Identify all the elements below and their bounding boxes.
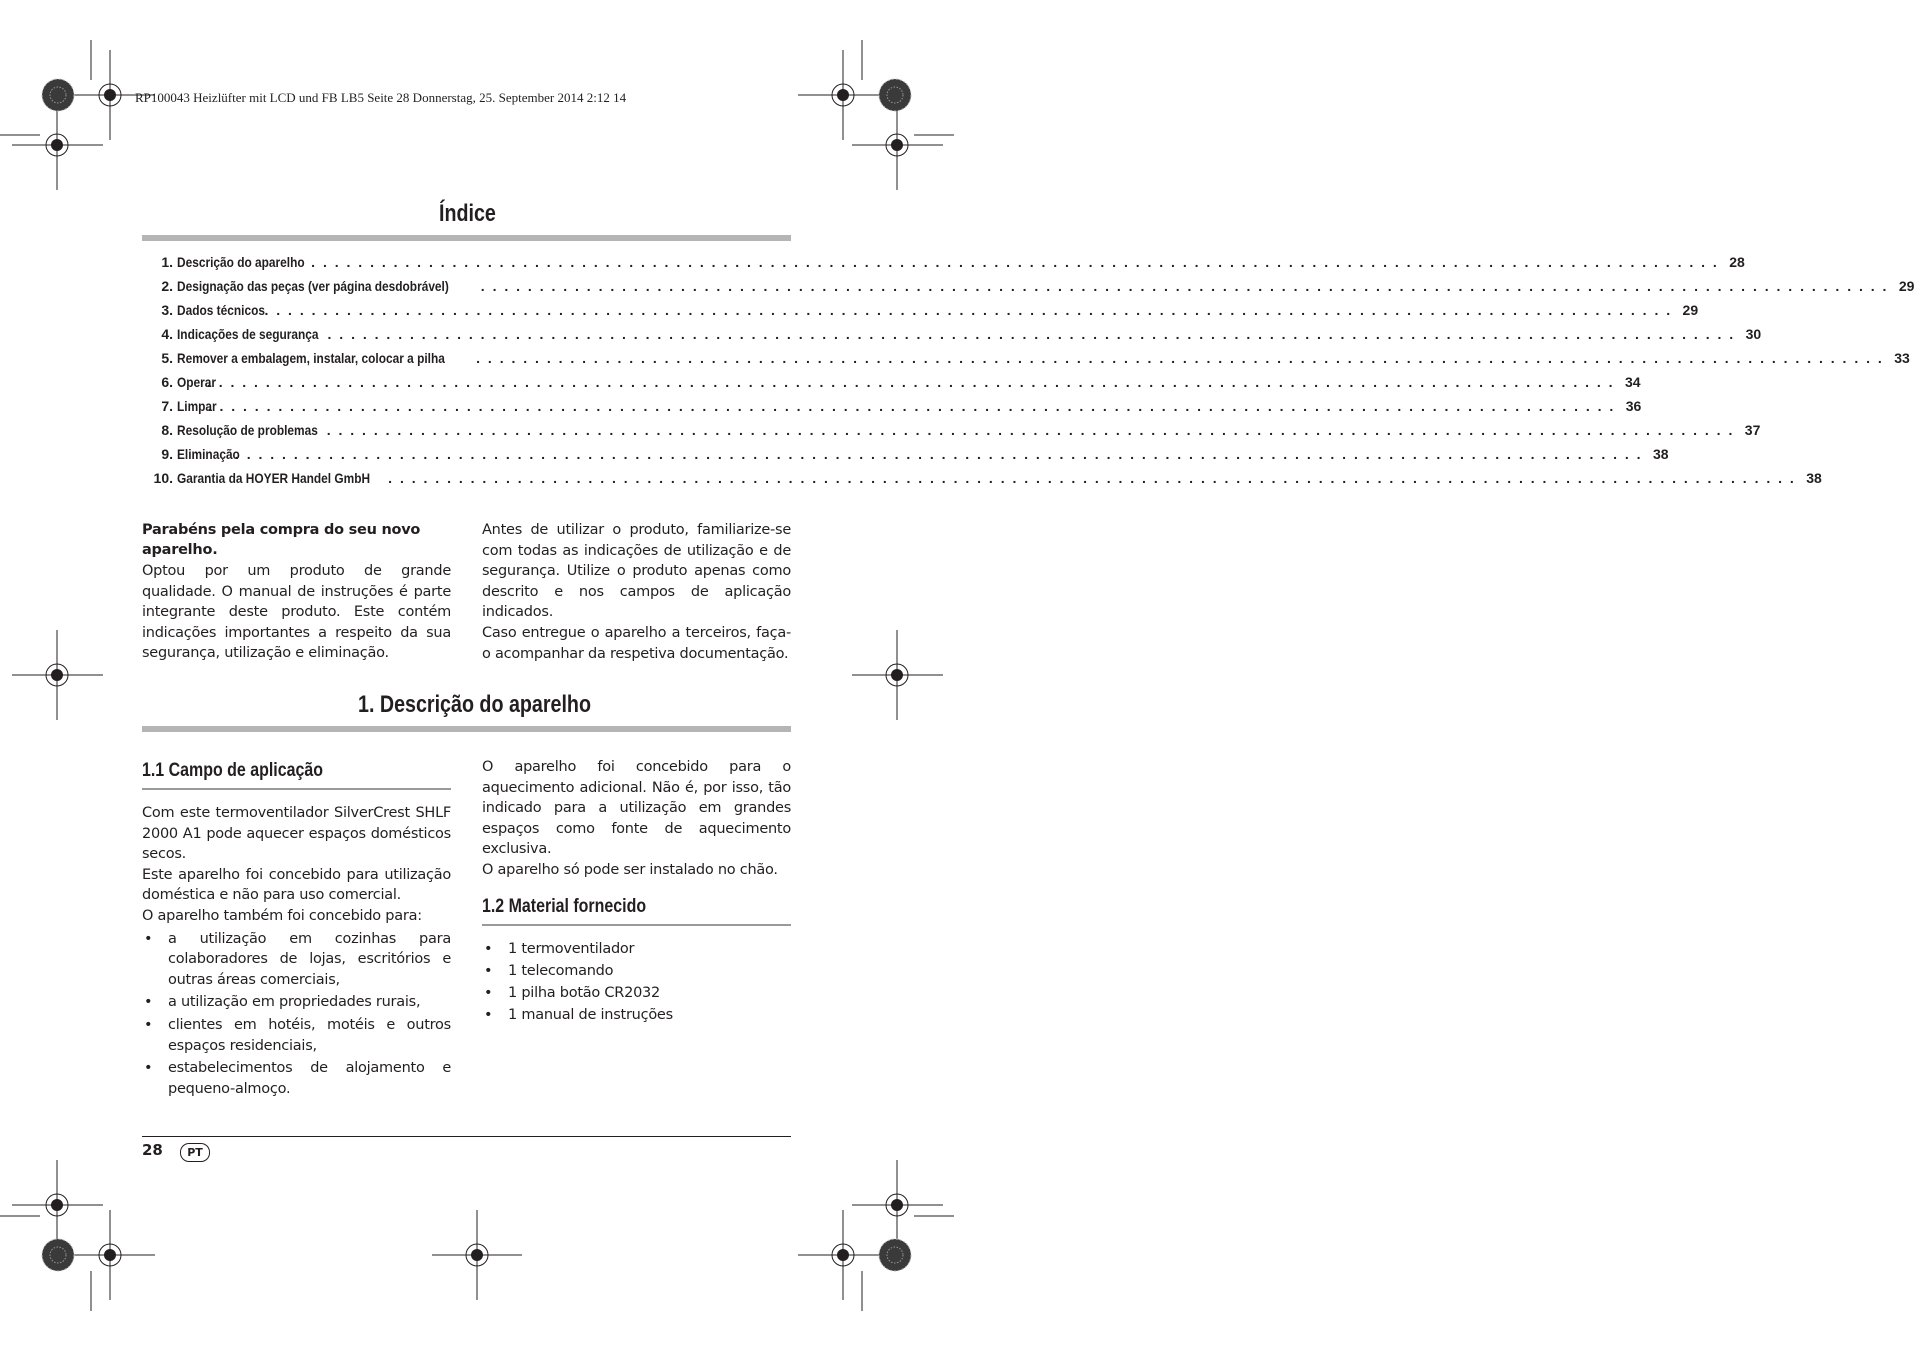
toc-leader-dots: . . . . . . . . . . . . . . . . . . . . . . . . . . . . . . . . . . . . . . . . . . . . . . . . . . . . . . . . . . . . . . . . . . . . . . . . . . . . . . . . . . . . . . . . . . . . . . . . . . . . . . . . . . . . . . . . . . . . . . . . [234,446,1643,462]
sub1-text-3: O aparelho também foi concebido para: [142,907,422,924]
list-item: • 1 pilha botão CR2032 [482,983,791,1004]
toc-leader-dots: . . . . . . . . . . . . . . . . . . . . . . . . . . . . . . . . . . . . . . . . . . . . . . . . . . . . . . . . . . . . . . . . . . . . . . . . . . . . . . . . . . . . . . . . . . . . . . . . . . . . . . . . . . . . . . . . . . . . . . . . [311,254,1719,270]
sub1-heading: 1.1 Campo de aplicação [142,760,323,781]
sub1-right-column [482,757,791,881]
sub2-bullet-list [482,939,791,1026]
intro-left-text: Optou por um produto de grande qualidade. O manual de instruções é parte integrante deste produto. Este contém indicações importantes a respeito da sua segurança, utilização e eliminação. [142,563,451,662]
toc-number: 8. [161,422,173,438]
toc-row [142,254,1745,278]
toc-row [142,350,1910,374]
list-item: • a utilização em cozinhas para colaboradores de lojas, escritórios e outras áreas comerciais, [142,929,451,991]
section1-title: 1. Descrição do aparelho [358,691,591,718]
sub2-heading-rule [482,924,791,926]
toc-label: Designação das peças (ver página desdobrável) [177,278,449,294]
toc-number: 4. [161,326,173,342]
toc-number: 1. [161,254,173,270]
page-number: 28 [142,1141,163,1159]
toc-page-number: 29 [1682,302,1699,318]
language-badge: PT [180,1143,210,1162]
sub2-column [482,939,791,1026]
print-header: RP100043 Heizlüfter mit LCD und FB LB5 Seite 28 Donnerstag, 25. September 2014 2:12 14 [135,90,627,105]
toc-label: Descrição do aparelho [177,254,305,270]
toc-row [142,446,1669,470]
index-title-rule [142,235,791,241]
list-item: • a utilização em propriedades rurais, [142,992,451,1013]
toc-leader-dots: . . . . . . . . . . . . . . . . . . . . . . . . . . . . . . . . . . . . . . . . . . . . . . . . . . . . . . . . . . . . . . . . . . . . . . . . . . . . . . . . . . . . . . . . . . . . . . . . . . . . . . . . . . . . . . . . . . . . . . . . [206,374,1615,390]
intro-left-column [142,520,451,664]
toc-leader-dots: . . . . . . . . . . . . . . . . . . . . . . . . . . . . . . . . . . . . . . . . . . . . . . . . . . . . . . . . . . . . . . . . . . . . . . . . . . . . . . . . . . . . . . . . . . . . . . . . . . . . . . . . . . . . . . . . . . . . . . . . [327,326,1736,342]
list-item: • 1 telecomando [482,961,791,982]
toc-page-number: 38 [1652,446,1669,462]
toc-page-number: 36 [1625,398,1642,414]
toc-page-number: 33 [1894,350,1910,366]
toc-number: 3. [161,302,173,318]
list-item: • estabelecimentos de alojamento e pequeno-almoço. [142,1058,451,1099]
toc-leader-dots: . . . . . . . . . . . . . . . . . . . . . . . . . . . . . . . . . . . . . . . . . . . . . . . . . . . . . . . . . . . . . . . . . . . . . . . . . . . . . . . . . . . . . . . . . . . . . . . . . . . . . . . . . . . . . . . . . . . . . . . . [388,470,1796,486]
toc-label: Operar [177,374,217,390]
sub1-text-2: Este aparelho foi concebido para utilização doméstica e não para uso comercial. [142,866,451,904]
toc-row [142,470,1822,494]
intro-right-text-1: Antes de utilizar o produto, familiarize-se com todas as indicações de utilização e de segurança. Utilize o produto apenas como descrito e nos campos de aplicação indicados. [482,522,791,621]
toc-page-number: 34 [1624,374,1641,390]
sub2-heading: 1.2 Material fornecido [482,896,647,917]
footer-rule [142,1136,791,1137]
toc-page-number: 29 [1898,278,1914,294]
intro-right-text-2: Caso entregue o aparelho a terceiros, faça-o acompanhar da respetiva documentação. [482,624,791,662]
toc-label: Limpar [177,398,217,414]
toc-number: 9. [161,446,173,462]
toc-number: 2. [161,278,173,294]
toc-page-number: 28 [1729,254,1745,270]
toc-row [142,326,1762,350]
intro-heading: Parabéns pela compra do seu novo aparelho. [142,522,421,558]
sub1-right-text-1: O aparelho foi concebido para o aquecimento adicional. Não é, por isso, tão indicado para a utilização em grandes espaços como fonte de aquecimento exclusiva. [482,759,791,858]
toc-label: Indicações de segurança [177,326,319,342]
list-item: • clientes em hotéis, motéis e outros espaços residenciais, [142,1015,451,1056]
toc-page-number: 38 [1806,470,1822,486]
toc-leader-dots: . . . . . . . . . . . . . . . . . . . . . . . . . . . . . . . . . . . . . . . . . . . . . . . . . . . . . . . . . . . . . . . . . . . . . . . . . . . . . . . . . . . . . . . . . . . . . . . . . . . . . . . . . . . . . . . . . . . . . . . . [480,278,1889,294]
toc-number: 5. [161,350,173,366]
toc-leader-dots: . . . . . . . . . . . . . . . . . . . . . . . . . . . . . . . . . . . . . . . . . . . . . . . . . . . . . . . . . . . . . . . . . . . . . . . . . . . . . . . . . . . . . . . . . . . . . . . . . . . . . . . . . . . . . . . . . . . . . . . . [326,422,1735,438]
sub1-left-column [142,803,451,1099]
toc-label: Dados técnicos [177,302,265,318]
toc-row [142,374,1641,398]
sub1-bullet-list [142,929,451,1100]
sub1-right-text-2: O aparelho só pode ser instalado no chão. [482,861,778,878]
toc-label: Resolução de problemas [177,422,318,438]
toc-label: Remover a embalagem, instalar, colocar a pilha [177,350,445,366]
toc-leader-dots: . . . . . . . . . . . . . . . . . . . . . . . . . . . . . . . . . . . . . . . . . . . . . . . . . . . . . . . . . . . . . . . . . . . . . . . . . . . . . . . . . . . . . . . . . . . . . . . . . . . . . . . . . . . . . . . . . . . . . . . . [476,350,1884,366]
index-title: Índice [439,200,496,227]
toc-label: Garantia da HOYER Handel GmbH [177,470,371,486]
toc-page-number: 30 [1745,326,1762,342]
toc-label: Eliminação [177,446,240,462]
list-item: • 1 manual de instruções [482,1005,791,1026]
toc-row [142,422,1761,446]
toc-number: 6. [161,374,173,390]
list-item: • 1 termoventilador [482,939,791,960]
sub1-heading-rule [142,788,451,790]
toc-page-number: 37 [1744,422,1761,438]
toc-row [142,398,1642,422]
toc-leader-dots: . . . . . . . . . . . . . . . . . . . . . . . . . . . . . . . . . . . . . . . . . . . . . . . . . . . . . . . . . . . . . . . . . . . . . . . . . . . . . . . . . . . . . . . . . . . . . . . . . . . . . . . . . . . . . . . . . . . . . . . . [207,398,1616,414]
section1-title-rule [142,726,791,732]
intro-right-column [482,520,791,664]
sub1-text-1: Com este termoventilador SilverCrest SHLF 2000 A1 pode aquecer espaços domésticos secos. [142,805,451,863]
toc-row [142,302,1699,326]
toc-number: 10. [153,470,173,486]
toc-number: 7. [161,398,173,414]
toc-leader-dots: . . . . . . . . . . . . . . . . . . . . . . . . . . . . . . . . . . . . . . . . . . . . . . . . . . . . . . . . . . . . . . . . . . . . . . . . . . . . . . . . . . . . . . . . . . . . . . . . . . . . . . . . . . . . . . . . . . . . . . . . [264,302,1673,318]
toc-row [142,278,1914,302]
